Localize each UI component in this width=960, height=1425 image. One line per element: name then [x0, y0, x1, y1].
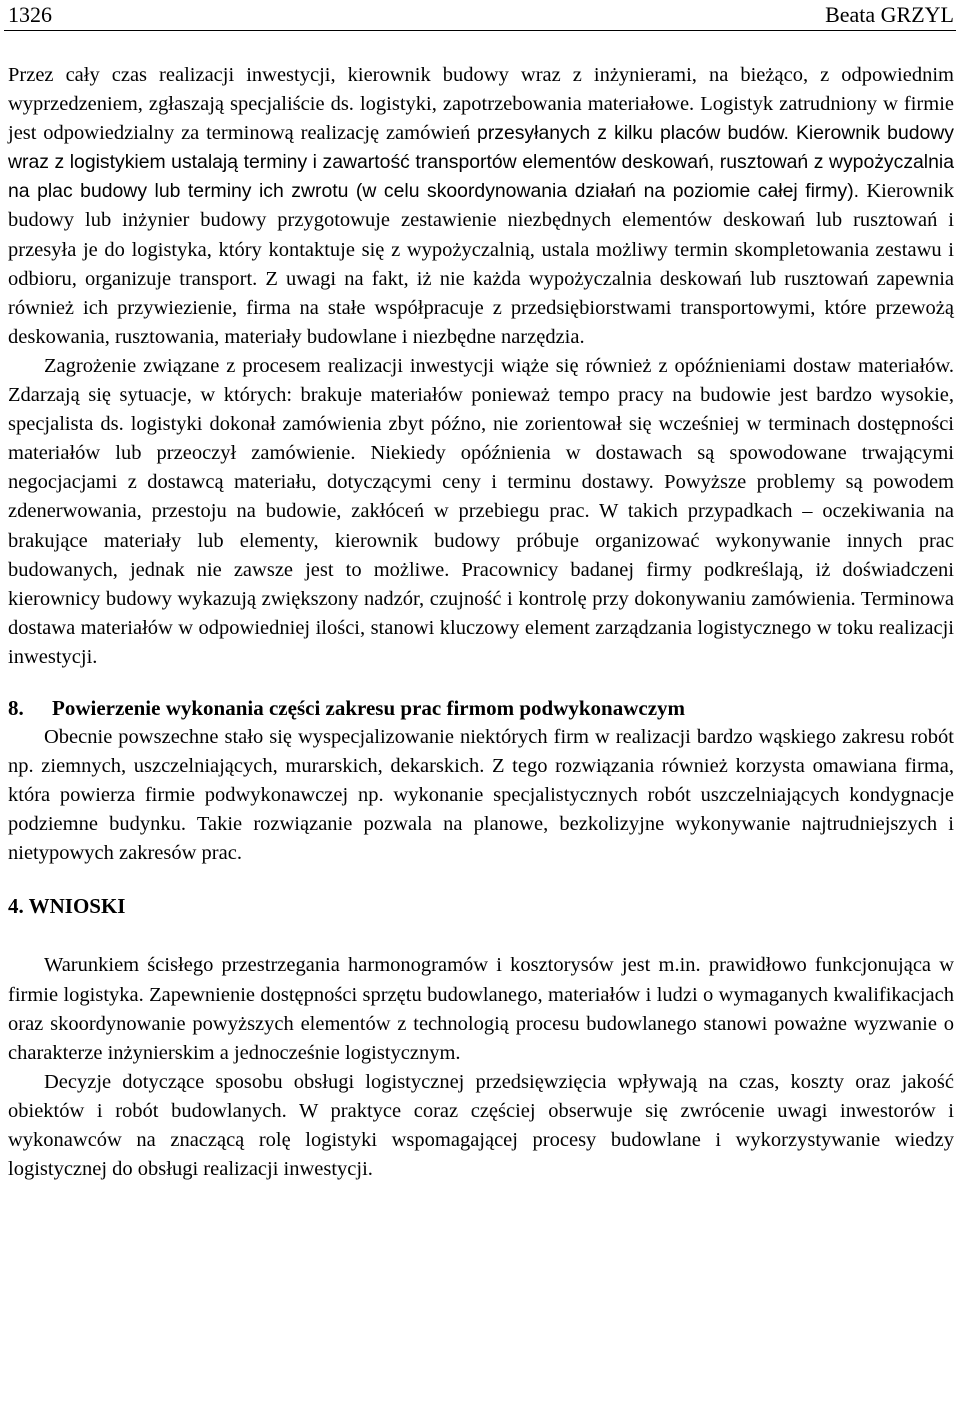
paragraph-logistics-orders — [8, 61, 954, 352]
paragraph-text-sans: przesyłanych z kilku placów budów. Kierownik budowy wraz z logistykiem ustalają terminy i zawartość transportów elementów deskowań, rusztowań z wypożyczalnia na plac budowy lub terminy ich zwrotu (w celu skoordynowania działań na poziomie całej firmy). — [8, 122, 954, 203]
paragraph-text: Kierownik budowy lub inżynier budowy przygotowuje zestawienie niezbędnych elementów deskowań lub rusztowań i przesyła je do logistyka, który kontaktuje się z wypożyczalnią, ustala możliwy termin skompletowania zestawu i odbioru, organizuje transport. Z uwagi na fakt, iż nie każda wypożyczalnia deskowań lub rusztowań zapewnia również ich przywiezienie, firma na stałe współpracuje z przedsiębiorstwami transportowymi, które przewożą deskowania, rusztowania, materiały budowlane i niezbędne narzędzia. — [8, 180, 954, 348]
author-name: Beata GRZYL — [825, 2, 954, 27]
section-title: Powierzenie wykonania części zakresu prac firmom podwykonawczym — [52, 695, 686, 720]
paragraph-subcontractors: Obecnie powszechne stało się wyspecjalizowanie niektórych firm w realizacji bardzo wąskiego zakresu robót np. ziemnych, uszczelniających, murarskich, dekarskich. Z tego rozwiązania również korzysta omawiana firma, która powierza firmie podwykonawczej np. wykonanie specjalistycznych robót uszczelniających kondygnacje podziemne budynku. Takie rozwiązanie pozwala na planowe, bezkolizyjne wykonywanie najtrudniejszych i nietypowych zakresów prac. — [8, 725, 954, 865]
paragraph-conclusions-1: Warunkiem ścisłego przestrzegania harmonogramów i kosztorysów jest m.in. prawidłowo funkcjonująca w firmie logistyka. Zapewnienie dostępności sprzętu budowlanego, materiałów i ludzi o wymaganych kwalifikacjach oraz skoordynowanie powyższych elementów z technologią procesu budowlanego stanowi poważne wyzwanie o charakterze inżynierskim a jednocześnie logistycznym. — [8, 954, 954, 1064]
paragraph-delivery-delays: Zagrożenie związane z procesem realizacji inwestycji wiąże się również z opóźnieniami dostaw materiałów. Zdarzają się sytuacje, w których: brakuje materiałów ponieważ tempo pracy na budowie jest bardzo wysokie, specjalista ds. logistyki dokonał zamówienia zbyt późno, nie zorientował się wcześniej w terminach dostępności materiałów lub przeoczył zamówienie. Niekiedy opóźnienia w dostawach są spowodowane trwającymi negocjacjami z dostawcą materiału, dotyczącymi ceny i terminu dostawy. Powyższe problemy są powodem zdenerwowania, przestoju na budowie, zakłóceń w przebiegu prac. W takich przypadkach – oczekiwania na brakujące materiały lub elementy, kierownik budowy próbuje organizować wykonywanie innych prac budowanych, jednak nie zawsze jest to możliwe. Pracownicy badanej firmy podkreślają, iż doświadczeni kierownicy budowy wykazują zwiększony nadzór, czujność i kontrolę przy dokonywaniu zamówienia. Terminowa dostawa materiałów w odpowiedniej ilości, stanowi kluczowy element zarządzania logistycznego w toku realizacji inwestycji. — [8, 354, 954, 668]
running-header — [4, 0, 956, 31]
document-page — [8, 0, 954, 1184]
paragraph-text: Przez cały czas realizacji inwestycji, kierownik budowy wraz z inżynierami, na bieżąco, z odpowiednim wyprzedzeniem, zgłaszają specjaliście ds. logistyki, zapotrzebowania materiałowe. Logistyk zatrudniony w firmie jest odpowiedzialny za terminową realizację zamówień — [8, 64, 954, 145]
section-heading-conclusions: 4. WNIOSKI — [8, 894, 126, 919]
page-number: 1326 — [8, 2, 52, 27]
section-number: 8. — [8, 695, 24, 720]
section-heading-8 — [8, 694, 954, 723]
paragraph-conclusions-2: Decyzje dotyczące sposobu obsługi logistycznej przedsięwzięcia wpływają na czas, koszty oraz jakość obiektów i robót budowlanych. W praktyce coraz częściej obserwuje się zwrócenie uwagi inwestorów i wykonawców na znaczącą rolę logistyki wspomagającej procesy budowlane i wykorzystywanie wiedzy logistycznej do obsługi realizacji inwestycji. — [8, 1070, 954, 1181]
